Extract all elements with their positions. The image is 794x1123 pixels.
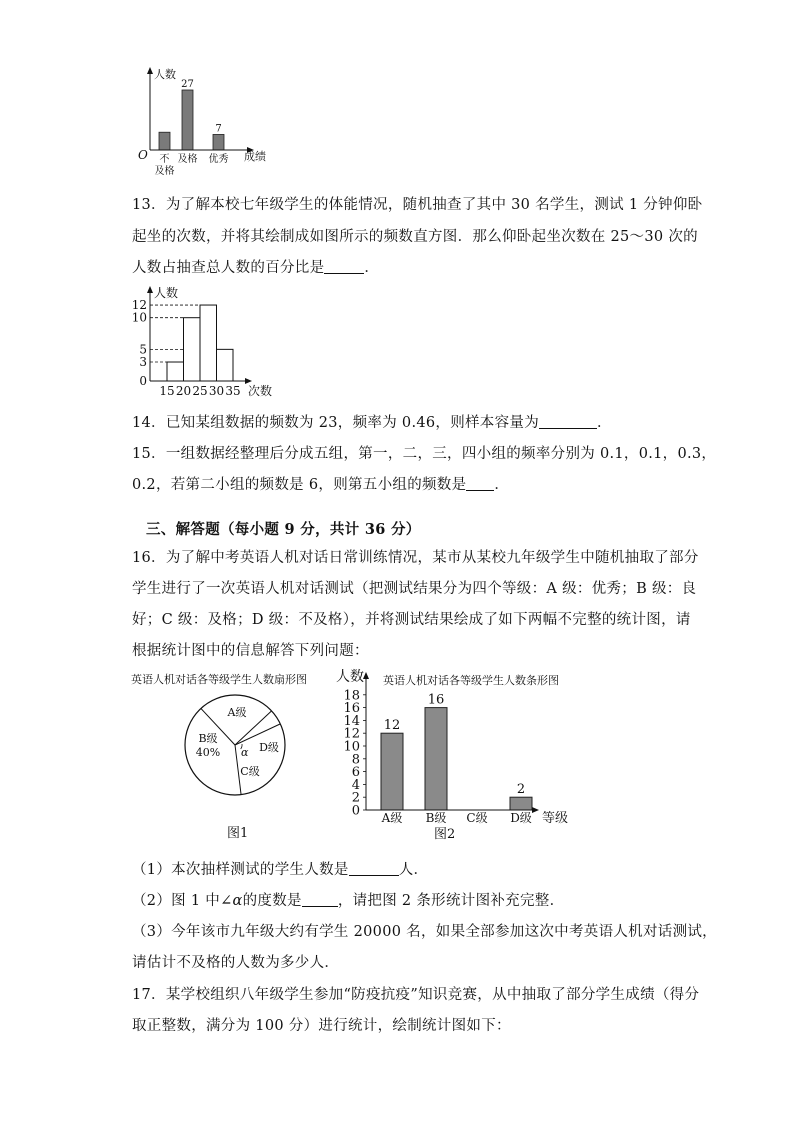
pie-caption: 图1 xyxy=(227,826,249,841)
c1-cat-label-1-0: 及格 xyxy=(177,154,198,165)
q15-answer-blank[interactable] xyxy=(466,476,494,491)
c4-ytick-5: 10 xyxy=(343,739,360,755)
q16-line3: 好；C 级：及格；D 级：不及格），并将测试结果绘成了如下两幅不完整的统计图，请 xyxy=(132,612,691,628)
c1-cat-label-2-0: 优秀 xyxy=(208,154,229,165)
q16-sub1-text: （1）本次抽样测试的学生人数是 xyxy=(132,862,349,878)
q16-sub1-end: 人． xyxy=(398,862,429,878)
q13-end: ． xyxy=(364,260,380,276)
c4-bar-1 xyxy=(425,708,447,810)
c4-ytick-0: 0 xyxy=(351,803,360,819)
level-bar-chart xyxy=(330,664,590,844)
c4-cat-label-2: C级 xyxy=(466,811,488,825)
q13-answer-blank[interactable] xyxy=(324,259,364,274)
q13-line3 xyxy=(132,256,379,277)
c1-origin: O xyxy=(138,148,148,162)
q16-sub2-blank[interactable] xyxy=(302,892,338,907)
q16-line4: 根据统计图中的信息解答下列问题： xyxy=(132,643,369,659)
q17-line2: 取正整数，满分为 100 分）进行统计，绘制统计图如下： xyxy=(132,1018,511,1034)
q16-sub2-alpha: α xyxy=(232,893,243,909)
c4-caption: 图2 xyxy=(434,827,456,842)
q16-sub3-line2: 请估计不及格的人数为多少人． xyxy=(132,955,340,971)
c1-bar-2 xyxy=(213,134,224,150)
c2-ytick-1: 3 xyxy=(139,355,147,370)
c4-ytick-4: 8 xyxy=(351,752,360,768)
q14-answer-blank[interactable] xyxy=(539,414,597,429)
c1-ylabel: 人数 xyxy=(154,68,176,81)
c2-ytick-0: 0 xyxy=(139,374,147,388)
q15-end: ． xyxy=(494,477,510,493)
c4-data-label-0: 12 xyxy=(383,718,401,734)
q15-line2 xyxy=(132,473,509,494)
c1-bar-0 xyxy=(159,132,170,150)
q14-line xyxy=(132,411,612,432)
c4-cat-label-0: A级 xyxy=(381,811,403,825)
grade-bar-chart xyxy=(130,62,280,180)
c4-ytick-1: 2 xyxy=(351,790,360,806)
pie-label-A: A级 xyxy=(227,706,247,719)
c4-bar-0 xyxy=(381,733,403,810)
bar-title: 英语人机对话各等级学生人数条形图 xyxy=(383,674,559,687)
c2-xtick-3: 30 xyxy=(208,384,225,398)
c1-data-label-2: 7 xyxy=(215,123,222,135)
c4-x-arrow xyxy=(532,807,539,813)
q17-line1: 17．某学校组织八年级学生参加“防疫抗疫”知识竞赛，从中抽取了部分学生成绩（得分 xyxy=(132,987,700,1003)
c4-ylabel: 人数 xyxy=(336,669,364,685)
c2-xtick-2: 25 xyxy=(192,384,208,398)
q16-sub1 xyxy=(132,858,428,879)
c1-cat-label-0-0: 不 xyxy=(159,154,170,165)
c2-ylabel: 人数 xyxy=(154,286,179,300)
q14-end: ． xyxy=(597,415,612,431)
level-pie-chart xyxy=(180,690,290,800)
c1-xlabel: 成绩 xyxy=(244,150,266,163)
q16-sub2-end: ，请把图 2 条形统计图补充完整． xyxy=(337,893,565,909)
c2-xtick-4: 35 xyxy=(225,384,241,398)
c2-ytick-4: 12 xyxy=(131,298,147,313)
c1-bar-1 xyxy=(182,90,193,150)
q13-line3-text: 人数占抽查总人数的百分比是 xyxy=(132,260,325,276)
c2-y-arrow xyxy=(147,286,153,293)
c1-data-label-1: 27 xyxy=(181,79,194,90)
c4-data-label-3: 2 xyxy=(516,782,526,798)
c4-ytick-9: 18 xyxy=(343,688,360,704)
c2-bar-0 xyxy=(167,362,184,381)
q16-sub3-line1: （3）今年该市九年级大约有学生 20000 名，如果全部参加这次中考英语人机对话测试， xyxy=(132,924,717,940)
c1-cat-label-0-1: 及格 xyxy=(154,166,175,177)
pie-percent-B: 40% xyxy=(195,746,221,759)
c2-bar-1 xyxy=(184,318,201,381)
c2-bar-3 xyxy=(217,349,234,381)
c4-cat-label-3: D级 xyxy=(510,811,532,825)
c2-xtick-0: 15 xyxy=(159,384,175,398)
q13-line2: 起坐的次数，并将其绘制成如图所示的频数直方图．那么仰卧起坐次数在 25～30 次的 xyxy=(132,229,698,245)
c2-bar-2 xyxy=(200,305,217,381)
c4-ytick-6: 12 xyxy=(343,726,360,742)
pie-angle-label: α xyxy=(241,746,249,759)
pie-label-C: C级 xyxy=(240,765,260,778)
c1-y-arrow xyxy=(147,67,153,74)
c4-bar-3 xyxy=(510,797,532,810)
c2-xtick-1: 20 xyxy=(175,384,192,398)
q16-sub2-text: （2）图 1 中∠ xyxy=(132,893,233,909)
c4-xlabel: 等级 xyxy=(542,811,569,826)
c4-ytick-8: 16 xyxy=(343,701,360,717)
situp-histogram xyxy=(128,283,288,401)
c4-ytick-3: 6 xyxy=(351,765,360,781)
c4-data-label-1: 16 xyxy=(427,692,445,708)
q14-text: 14．已知某组数据的频数为 23，频率为 0.46，则样本容量为 xyxy=(132,415,540,431)
q15-line1: 15．一组数据经整理后分成五组，第一，二，三，四小组的频率分别为 0.1，0.1，0.3， xyxy=(132,446,717,462)
q13-line1: 13．为了解本校七年级学生的体能情况，随机抽查了其中 30 名学生，测试 1 分钟仰卧 xyxy=(132,197,703,213)
c2-ytick-3: 10 xyxy=(131,310,147,325)
pie-label-D: D级 xyxy=(259,741,279,754)
section3-heading: 三、解答题（每小题 9 分，共计 36 分） xyxy=(146,521,421,538)
pie-label-B: B级 xyxy=(198,732,218,745)
q15-text: 0.2，若第二小组的频数是 6，则第五小组的频数是 xyxy=(132,477,467,493)
c4-ytick-7: 14 xyxy=(343,713,360,729)
c2-xlabel: 次数 xyxy=(248,384,273,398)
c2-ytick-2: 5 xyxy=(139,342,147,357)
q16-sub2-mid: 的度数是 xyxy=(242,893,302,909)
pie-title: 英语人机对话各等级学生人数扇形图 xyxy=(131,673,307,686)
c4-cat-label-1: B级 xyxy=(425,811,447,825)
q16-sub2 xyxy=(132,889,564,910)
q16-line1: 16．为了解中考英语人机对话日常训练情况，某市从某校九年级学生中随机抽取了部分 xyxy=(132,550,699,566)
q16-line2: 学生进行了一次英语人机对话测试（把测试结果分为四个等级：A 级：优秀；B 级：良 xyxy=(132,581,697,597)
c4-ytick-2: 4 xyxy=(351,777,360,793)
q16-sub1-blank[interactable] xyxy=(349,861,399,876)
